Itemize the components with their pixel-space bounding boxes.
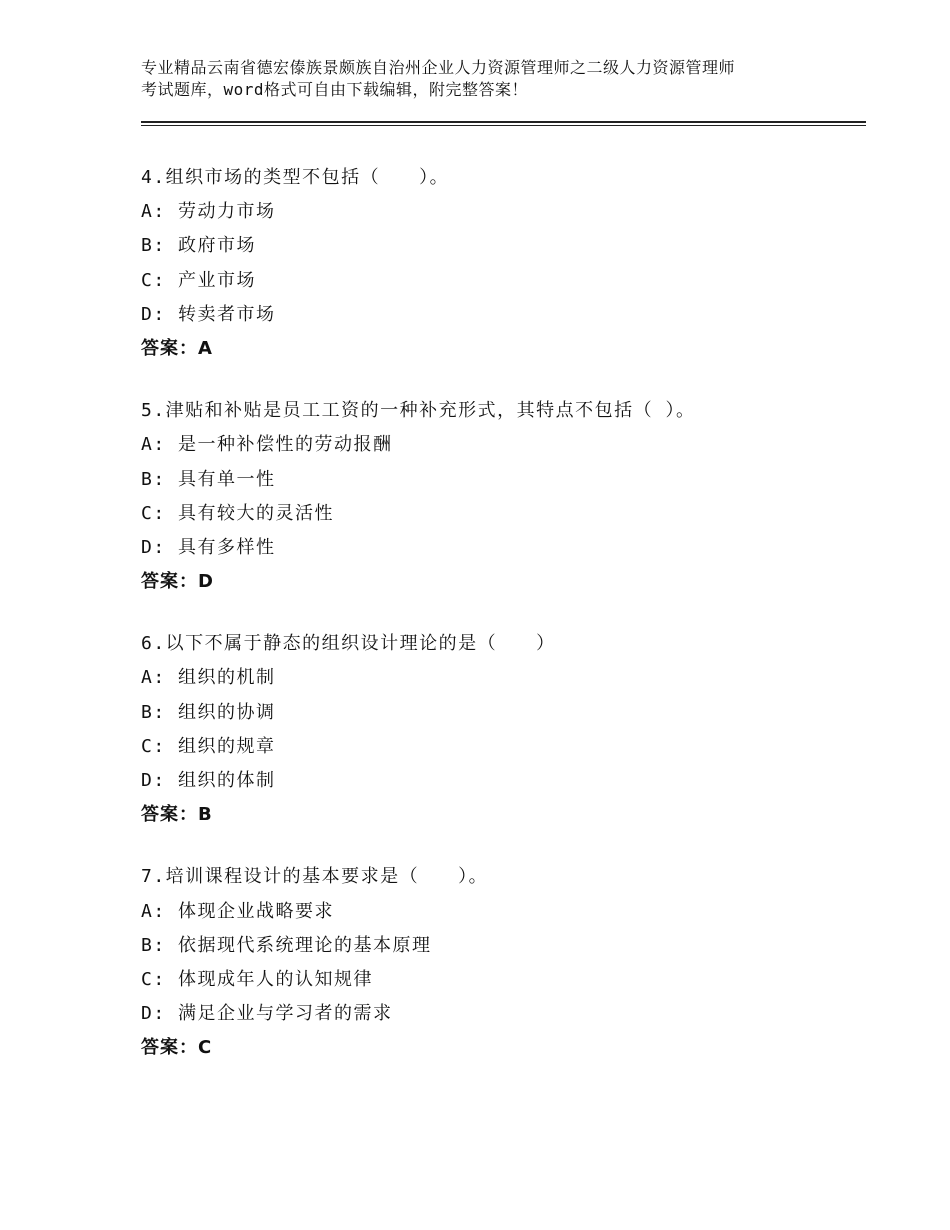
- question-stem: 5.津贴和补贴是员工工资的一种补充形式，其特点不包括（ ）。: [141, 400, 696, 422]
- question-7: [141, 860, 861, 1065]
- header-divider-thin: [141, 125, 866, 126]
- option-c: C: 产业市场: [141, 269, 257, 291]
- header-line-1: 专业精品云南省德宏傣族景颇族自治州企业人力资源管理师之二级人力资源管理师: [141, 58, 736, 77]
- option-a: A: 劳动力市场: [141, 201, 276, 223]
- option-b: B: 组织的协调: [141, 701, 276, 723]
- option-d: D: 组织的体制: [141, 770, 276, 791]
- question-4: [141, 161, 861, 366]
- question-stem: 7.培训课程设计的基本要求是（ ）。: [141, 866, 489, 888]
- document-header: [141, 57, 841, 101]
- option-a: A: 组织的机制: [141, 667, 276, 689]
- option-b: B: 具有单一性: [141, 468, 276, 490]
- question-stem: 6.以下不属于静态的组织设计理论的是（ ）: [141, 633, 556, 655]
- question-6: [141, 627, 861, 832]
- answer-label: 答案：B: [141, 804, 213, 826]
- option-c: C: 具有较大的灵活性: [141, 502, 335, 524]
- option-c: C: 体现成年人的认知规律: [141, 968, 374, 990]
- question-5: [141, 394, 861, 599]
- question-list: [141, 161, 861, 1094]
- answer-label: 答案：C: [141, 1037, 213, 1059]
- answer-label: 答案：A: [141, 337, 213, 359]
- question-stem: 4.组织市场的类型不包括（ ）。: [141, 167, 450, 188]
- option-a: A: 体现企业战略要求: [141, 900, 335, 922]
- option-d: D: 转卖者市场: [141, 303, 276, 325]
- option-b: B: 政府市场: [141, 235, 257, 257]
- option-a: A: 是一种补偿性的劳动报酬: [141, 434, 393, 456]
- header-line-2: 考试题库，word格式可自由下载编辑，附完整答案！: [141, 80, 529, 99]
- option-d: D: 满足企业与学习者的需求: [141, 1003, 393, 1025]
- answer-label: 答案：D: [141, 571, 214, 593]
- option-c: C: 组织的规章: [141, 735, 276, 757]
- option-b: B: 依据现代系统理论的基本原理: [141, 934, 432, 956]
- option-d: D: 具有多样性: [141, 536, 276, 558]
- header-divider: [141, 121, 866, 123]
